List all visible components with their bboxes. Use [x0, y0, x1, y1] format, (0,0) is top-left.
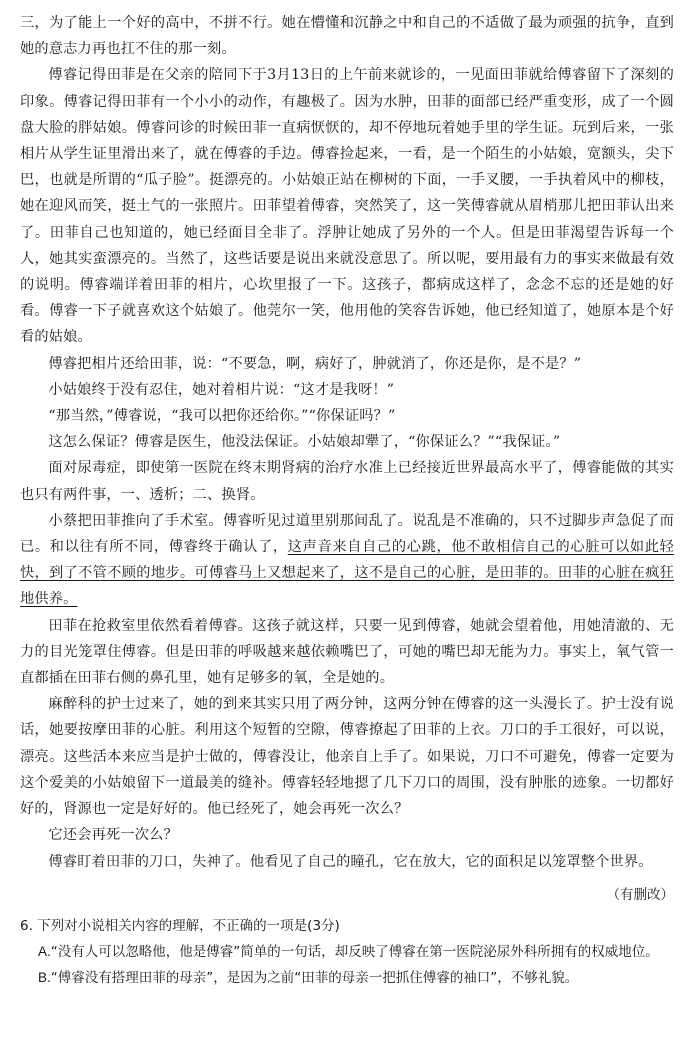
- passage-paragraph: 傅睿记得田菲是在父亲的陪同下于3月13日的上午前来就诊的，一见面田菲就给傅睿留下了深刻的印象。傅睿记得田菲有一个小小的动作，有趣极了。因为水肿，田菲的面部已经严重变形，成了一个圆盘大脸的胖姑娘。傅睿问诊的时候田菲一直病恹恹的，却不停地玩着她手里的学生证。玩到后来，一张相片从学生证里滑出来了，就在傅睿的手边。傅睿捡起来，一看，是一个陌生的小姑娘，宽额头，尖下巴，也就是所谓的“瓜子脸”。挺漂亮的。小姑娘正站在柳树的下面，一手叉腰，一手执着风中的柳枝，她在迎风而笑，挺土气的一张照片。田菲望着傅睿，突然笑了，这一笑傅睿就从眉梢那儿把田菲认出来了。田菲自己也知道的，她已经面目全非了。浮肿让她成了另外的一个人。但是田菲渴望告诉每一个人，她其实蛮漂亮的。当然了，这些话要是说出来就没意思了。所以呢，要用最有力的事实来做最有效的说明。傅睿端详着田菲的相片，心坎里报了一下。这孩子，都病成这样了，念念不忘的还是她的好看。傅睿一下子就喜欢这个姑娘了。他莞尔一笑，他用他的笑容告诉她，他已经知道了，她原本是个好看的姑娘。: [20, 67, 674, 346]
- dialogue-line: 小姑娘终于没有忍住，她对着相片说：“这才是我呀！”: [48, 381, 395, 398]
- dialogue-line: 这怎么保证？傅睿是医生，他没法保证。小姑娘却犟了，“你保证么？”“我保证。”: [48, 434, 561, 451]
- passage-paragraph: 面对尿毒症，即使第一医院在终末期肾病的治疗水准上已经接近世界最高水平了，傅睿能做的其实也只有两件事，一、透析；二、换肾。: [20, 460, 674, 503]
- paragraph-text: 小蔡把田菲推向了手术室。傅睿听见过道里别那间乱了。说乱是不准确的，只不过脚步声急促了而已。和以往有所不同，傅睿终于确认了，: [20, 512, 674, 556]
- option-text: “傅睿没有搭理田菲的母亲”，是因为之前“田菲的母亲一把抓住傅睿的袖口”，不够礼貌。: [50, 969, 579, 986]
- passage-paragraph: 麻醉科的护士过来了，她的到来其实只用了两分钟，这两分钟在傅睿的这一头漫长了。护士没有说话，她要按摩田菲的心脏。利用这个短暂的空隙，傅睿撩起了田菲的上衣。刀口的手工很好，可以说，漂亮。这些活本来应当是护士做的，傅睿没让，他亲自上手了。如果说，刀口不可避免，傅睿一定要为这个爱美的小姑娘留下一道最美的缝补。傅睿轻轻地摁了几下刀口的周围，没有肿胀的迹象。一切都好好的，肾源也一定是好好的。他已经死了，她会再死一次么？: [20, 696, 674, 818]
- passage-paragraph: 它还会再死一次么？: [48, 827, 178, 844]
- passage-paragraph: 三，为了能上一个好的高中，不拼不行。她在懵懂和沉静之中和自己的不适做了最为顽强的抗争，直到她的意志力再也扛不住的那一刻。: [20, 15, 674, 58]
- option-letter: B.: [38, 969, 51, 985]
- passage-paragraph: 田菲在抢救室里依然看着傅睿。这孩子就这样，只要一见到傅睿，她就会望着他，用她清澈的、无力的目光笼罩住傅睿。但是田菲的呼吸越来越依赖嘴巴了，可她的嘴巴却无能为力。事实上，氧气管一直都插在田菲右侧的鼻孔里，她有足够多的氧，全是她的。: [20, 617, 674, 687]
- dialogue-line: 傅睿把相片还给田菲，说：“不要急，啊，病好了，肿就消了，你还是你，是不是？”: [48, 355, 582, 372]
- source-note: （有删改）: [606, 886, 674, 903]
- reading-passage: [20, 10, 674, 875]
- passage-paragraph: [20, 508, 674, 613]
- question-block: [20, 913, 674, 991]
- question-stem: 6. 下列对小说相关内容的理解，不正确的一项是(3分): [20, 917, 340, 934]
- option-text: “没有人可以忽略他，他是傅睿”简单的一句话，却反映了傅睿在第一医院泌尿外科所拥有的权威地位。: [50, 943, 659, 960]
- underlined-sentence: 这声音来自自己的心跳，他不敢相信自己的心脏可以如此轻快，到了不管不顾的地步。可傅睿马上又想起来了，这不是自己的心脏，是田菲的。田菲的心脏在疯狂地供养。: [20, 539, 675, 608]
- dialogue-line: “那当然，”傅睿说，“我可以把你还给你。”“你保证吗？”: [48, 408, 396, 425]
- passage-paragraph: 傅睿盯着田菲的刀口，失神了。他看见了自己的瞳孔，它在放大，它的面积足以笼罩整个世界。: [48, 853, 653, 870]
- answer-option-a: [20, 939, 674, 965]
- answer-option-b: [20, 965, 674, 991]
- option-letter: A.: [38, 943, 51, 959]
